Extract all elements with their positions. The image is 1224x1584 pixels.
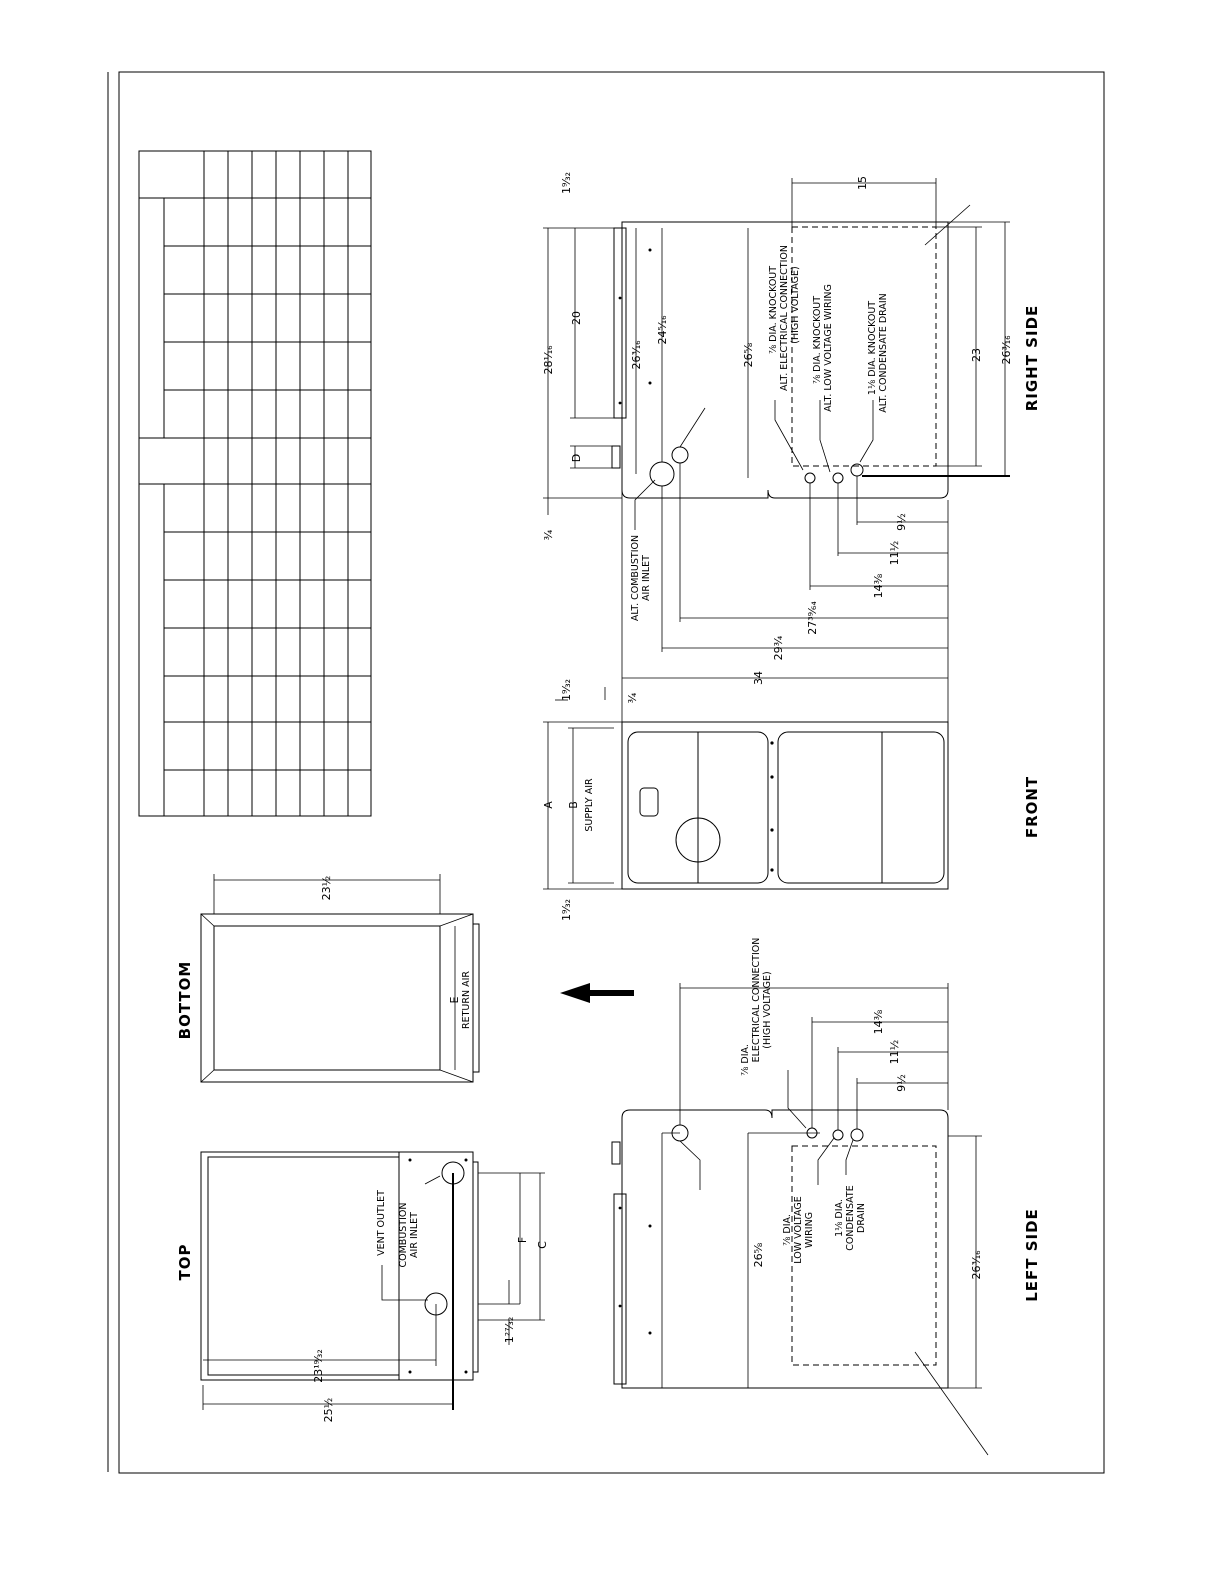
right-note-hv-line1: ⅞ DIA. KNOCKOUT [768,265,779,355]
dim-right-26-5-8: 26⅝ [742,342,755,368]
left-note-hv-line3: (HIGH VOLTAGE) [762,971,773,1049]
left-note-cd-line3: DRAIN [856,1203,867,1233]
left-note-cd-line1: 1⅛ DIA. [834,1199,845,1237]
dim-left-26-3-16: 26³⁄₁₆ [970,1250,983,1280]
view-label-top: TOP [176,1243,194,1281]
combustion-label-line2: AIR INLET [409,1212,420,1258]
dim-b: B [567,801,580,809]
dim-right-29-3-4: 29¾ [772,635,785,661]
dim-front-top-offset: 1⁹⁄₃₂ [560,678,573,702]
dim-bottom-width: 23½ [320,875,333,901]
dim-right-14-3-8: 14⅜ [872,573,885,599]
dim-right-15: 15 [856,176,869,190]
drawing-border [119,72,1104,1473]
left-note-lv-line3: WIRING [804,1211,815,1249]
airflow-arrow [560,983,634,1003]
dim-left-9-half: 9½ [895,1074,908,1092]
dim-f: F [516,1236,529,1244]
left-note-hv-line1: ⅞ DIA. [740,1044,751,1076]
dim-right-11-half: 11½ [888,540,901,566]
dim-a: A [542,801,555,809]
right-note-lv-line1: ⅞ DIA. KNOCKOUT [812,295,823,385]
top-view [176,1152,549,1422]
dim-right-20: 20 [570,311,583,325]
left-note-lv-line1: ⅞ DIA. [782,1214,793,1246]
bottom-view [176,874,479,1082]
right-side-view [542,172,1041,660]
dim-right-27-39-64: 27³⁹⁄₆₄ [806,601,819,635]
dim-c: C [536,1241,549,1249]
dim-left-11-half: 11½ [888,1039,901,1065]
dim-height-34: 34 [752,671,765,685]
dim-right-total-depth: 28¹⁄₁₆ [542,345,555,375]
return-air-label: RETURN AIR [461,971,472,1029]
left-knockout-region [792,1146,936,1365]
dim-right-three-quarter: ¾ [542,529,555,541]
view-label-left-side: LEFT SIDE [1023,1208,1041,1302]
right-note-hv-line2: ALT. ELECTRICAL CONNECTION [779,245,790,391]
right-note-lv-line2: ALT. LOW VOLTAGE WIRING [823,284,834,412]
dim-right-26-3-16: 26³⁄₁₆ [630,340,643,370]
combustion-label-line1: COMBUSTION [398,1202,409,1268]
dim-top-offset: 1²⁷⁄₃₂ [503,1316,516,1344]
left-note-cd-line2: CONDENSATE [845,1185,856,1251]
right-note-hv-line3: (HIGH VOLTAGE) [790,266,801,344]
dim-e: E [448,996,461,1004]
dim-left-14-3-8: 14⅜ [872,1009,885,1035]
view-label-front: FRONT [1023,775,1041,839]
right-note-alt-inlet-line1: ALT. COMBUSTION [630,534,641,622]
dim-d: D [570,453,583,463]
dim-right-top-offset: 1⁹⁄₃₂ [560,171,573,195]
dim-front-three-quarter: ¾ [626,692,639,704]
left-side-view [612,938,1041,1455]
dim-right-9-half: 9½ [895,513,908,531]
dim-right-24-5-16: 24⁵⁄₁₆ [656,315,669,345]
dim-right-23: 23 [970,348,983,362]
left-note-lv-line2: LOW VOLTAGE [793,1196,804,1264]
dim-left-26-5-8: 26⅝ [752,1242,765,1268]
vent-outlet-label: VENT OUTLET [376,1190,387,1256]
view-label-right-side: RIGHT SIDE [1023,304,1041,412]
left-note-hv-line2: ELECTRICAL CONNECTION [751,937,762,1063]
right-note-cd-line2: ALT. CONDENSATE DRAIN [878,293,889,413]
specification-table [139,151,371,816]
dim-top-inner-width: 23¹⁹⁄₃₂ [312,1349,325,1383]
dim-front-bottom-offset: 1⁹⁄₃₂ [560,898,573,922]
right-note-alt-inlet-line2: AIR INLET [641,555,652,601]
right-note-cd-line1: 1⅛ DIA. KNOCKOUT [867,300,878,396]
dim-right-side-depth: 26³⁄₁₆ [1000,335,1013,365]
view-label-bottom: BOTTOM [176,960,194,1040]
dim-top-total-width: 25½ [322,1397,335,1423]
supply-air-label: SUPPLY AIR [584,778,595,832]
